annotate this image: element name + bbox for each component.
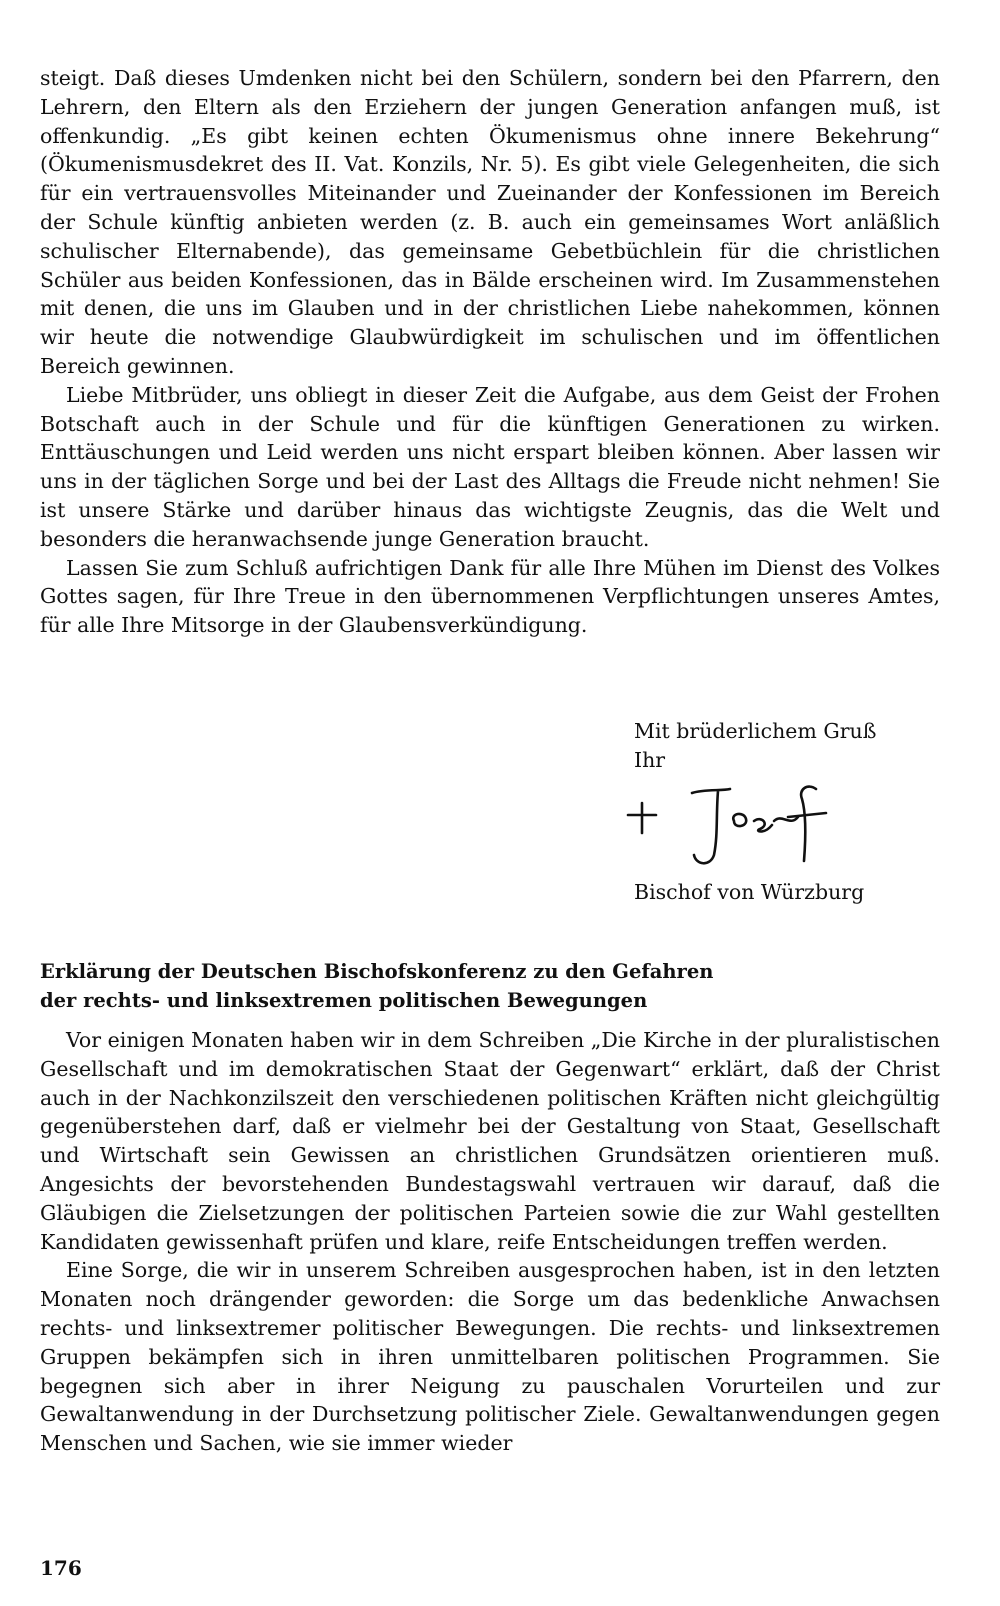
- statement-paragraph-1: Vor einigen Monaten haben wir in dem Schreiben „Die Kirche in der pluralistischen Gesellschaft und im demokratischen Staat der Gegenwart“ erklärt, daß der Christ auch in der Nachkonzilszeit den verschiedenen politischen Kräften nicht gleichgültig gegenüberstehen darf, daß er vielmehr bei der Gestaltung von Staat, Gesellschaft und Wirtschaft sein Gewissen an christlichen Grundsätzen orientieren muß. Angesichts der bevorstehenden Bundestagswahl vertrauen wir darauf, daß die Gläubigen die Zielsetzungen der politischen Parteien sowie die zur Wahl gestellten Kandidaten gewissenhaft prüfen und klare, reife Entscheidungen treffen werden.: [40, 1028, 940, 1254]
- statement-body: [40, 1026, 940, 1458]
- letter-body: [40, 64, 940, 640]
- letter-paragraph-1: steigt. Daß dieses Umdenken nicht bei den Schülern, sondern bei den Pfarrern, den Lehrern, den Eltern als den Erziehern der jungen Generation anfangen muß, ist offenkundig. „Es gibt keinen echten Ökumenismus ohne innere Bekehrung“ (Ökumenismusdekret des II. Vat. Konzils, Nr. 5). Es gibt viele Gelegenheiten, die sich für ein vertrauensvolles Miteinander und Zueinander der Konfessionen im Bereich der Schule künftig anbieten werden (z. B. auch ein gemeinsames Wort anläßlich schulischer Elternabende), das gemeinsame Gebetbüchlein für die christlichen Schüler aus beiden Konfessionen, das in Bälde erscheinen wird. Im Zusammenstehen mit denen, die uns im Glauben und in der christlichen Liebe nahekommen, können wir heute die notwendige Glaubwürdigkeit im schulischen und im öffentlichen Bereich gewinnen.: [40, 66, 940, 378]
- heading-line-1: Erklärung der Deutschen Bischofskonferenz zu den Gefahren: [40, 960, 714, 983]
- letter-closing: [634, 717, 964, 775]
- handwritten-signature: [622, 775, 862, 875]
- letter-paragraph-2: Liebe Mitbrüder, uns obliegt in dieser Zeit die Aufgabe, aus dem Geist der Frohen Botschaft auch in der Schule und für die künftigen Generationen zu wirken. Enttäuschungen und Leid werden uns nicht erspart bleiben können. Aber lassen wir uns in der täglichen Sorge und bei der Last des Alltags die Freude nicht nehmen! Sie ist unsere Stärke und darüber hinaus das wichtigste Zeugnis, das die Welt und besonders die heranwachsende junge Generation braucht.: [40, 382, 940, 551]
- closing-ihr: Ihr: [634, 747, 666, 772]
- heading-line-2: der rechts- und linksextremen politischen Bewegungen: [40, 988, 648, 1012]
- statement-heading: [40, 958, 940, 1015]
- statement-paragraph-2: Eine Sorge, die wir in unserem Schreiben ausgesprochen haben, ist in den letzten Monaten noch drängender geworden: die Sorge um das bedenkliche Anwachsen rechts- und linksextremer politischer Bewegungen. Die rechts- und linksextremen Gruppen bekämpfen sich in ihren unmittelbaren politischen Programmen. Sie begegnen sich aber in ihrer Neigung zu pauschalen Vorurteilen und zur Gewaltanwendung in der Durchsetzung politischer Ziele. Gewaltanwendungen gegen Menschen und Sachen, wie sie immer wieder: [40, 1258, 940, 1456]
- closing-greeting: Mit brüderlichem Gruß: [634, 719, 877, 743]
- signer-title: Bischof von Würzburg: [634, 880, 865, 904]
- letter-paragraph-3: Lassen Sie zum Schluß aufrichtigen Dank für alle Ihre Mühen im Dienst des Volkes Gottes sagen, für Ihre Treue in den übernommenen Verpflichtungen unseres Amtes, für alle Ihre Mitsorge in der Glaubensverkündigung.: [40, 555, 940, 638]
- page-number: 176: [40, 1556, 82, 1580]
- signature-drawing: [622, 775, 862, 875]
